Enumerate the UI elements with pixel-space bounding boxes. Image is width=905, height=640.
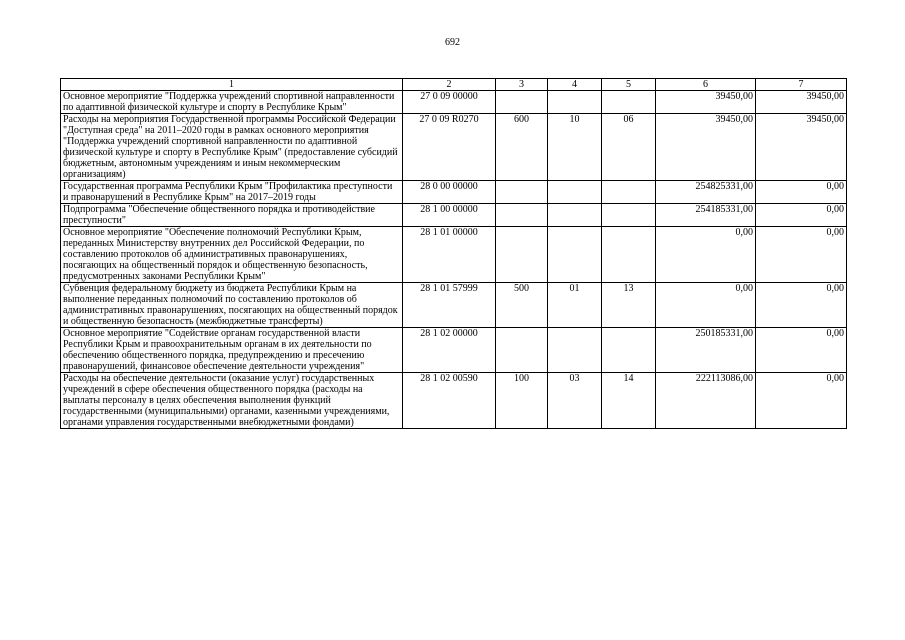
column-header: 2	[403, 79, 496, 91]
column-header: 4	[548, 79, 602, 91]
section-cell	[548, 181, 602, 204]
table-row	[61, 91, 847, 114]
expense-type-cell	[496, 227, 548, 283]
target-article-cell: 27 0 09 R0270	[403, 114, 496, 181]
row-name-cell: Основное мероприятие "Содействие органам государственной власти Республики Крым и правоохранительным органам в их деятельности по обеспечению общественного порядка, предупреждению и пресечению правонарушений, финансовое обеспечение деятельности учреждения"	[61, 328, 403, 373]
row-name-cell: Субвенция федеральному бюджету из бюджета Республики Крым на выполнение переданных полномочий по составлению протоколов об административных правонарушениях, посягающих на общественный порядок и общественную безопасность (межбюджетные трансферты)	[61, 283, 403, 328]
section-cell: 03	[548, 373, 602, 429]
row-name-cell: Расходы на обеспечение деятельности (оказание услуг) государственных учреждений в сфере обеспечения общественного порядка (расходы на выплаты персоналу в целях обеспечения выполнения функций государственными (муниципальными) органами, казенными учреждениями, органами управления государственными внебюджетными фондами)	[61, 373, 403, 429]
column-header: 6	[656, 79, 756, 91]
amount-cell: 39450,00	[756, 114, 847, 181]
section-cell: 10	[548, 114, 602, 181]
subsection-cell	[602, 181, 656, 204]
amount-cell: 0,00	[756, 204, 847, 227]
table-row	[61, 373, 847, 429]
amount-cell: 0,00	[756, 283, 847, 328]
target-article-cell: 28 1 01 00000	[403, 227, 496, 283]
amount-cell: 0,00	[656, 283, 756, 328]
expense-type-cell: 600	[496, 114, 548, 181]
amount-cell: 222113086,00	[656, 373, 756, 429]
table-row	[61, 181, 847, 204]
column-header: 1	[61, 79, 403, 91]
amount-cell: 0,00	[656, 227, 756, 283]
table-row	[61, 227, 847, 283]
subsection-cell: 13	[602, 283, 656, 328]
section-cell	[548, 328, 602, 373]
subsection-cell	[602, 91, 656, 114]
target-article-cell: 28 1 02 00000	[403, 328, 496, 373]
section-cell	[548, 227, 602, 283]
subsection-cell: 14	[602, 373, 656, 429]
subsection-cell	[602, 227, 656, 283]
amount-cell: 0,00	[756, 373, 847, 429]
expense-type-cell	[496, 328, 548, 373]
amount-cell: 250185331,00	[656, 328, 756, 373]
amount-cell: 39450,00	[656, 91, 756, 114]
table-row	[61, 328, 847, 373]
row-name-cell: Основное мероприятие "Поддержка учреждений спортивной направленности по адаптивной физической культуре и спорту в Республике Крым"	[61, 91, 403, 114]
expense-type-cell	[496, 91, 548, 114]
amount-cell: 39450,00	[756, 91, 847, 114]
section-cell	[548, 204, 602, 227]
expense-type-cell: 500	[496, 283, 548, 328]
target-article-cell: 28 1 00 00000	[403, 204, 496, 227]
subsection-cell: 06	[602, 114, 656, 181]
table-row	[61, 114, 847, 181]
expense-type-cell: 100	[496, 373, 548, 429]
column-header: 3	[496, 79, 548, 91]
amount-cell: 0,00	[756, 227, 847, 283]
amount-cell: 39450,00	[656, 114, 756, 181]
budget-table	[60, 78, 847, 429]
column-header: 7	[756, 79, 847, 91]
row-name-cell: Расходы на мероприятия Государственной программы Российской Федерации "Доступная среда" на 2011–2020 годы в рамках основного мероприятия "Поддержка учреждений спортивной направленности по адаптивной физической культуре и спорту в Республике Крым" (предоставление субсидий бюджетным, автономным учреждениям и иным некоммерческим организациям)	[61, 114, 403, 181]
expense-type-cell	[496, 204, 548, 227]
column-header: 5	[602, 79, 656, 91]
amount-cell: 254185331,00	[656, 204, 756, 227]
table-row	[61, 283, 847, 328]
row-name-cell: Государственная программа Республики Крым "Профилактика преступности и правонарушений в Республике Крым" на 2017–2019 годы	[61, 181, 403, 204]
section-cell: 01	[548, 283, 602, 328]
table-row	[61, 204, 847, 227]
page-number: 692	[445, 37, 460, 48]
header-row	[61, 79, 847, 91]
expense-type-cell	[496, 181, 548, 204]
row-name-cell: Подпрограмма "Обеспечение общественного порядка и противодействие преступности"	[61, 204, 403, 227]
row-name-cell: Основное мероприятие "Обеспечение полномочий Республики Крым, переданных Министерству внутренних дел Российской Федерации, по составлению протоколов об административных правонарушениях, посягающих на общественный порядок и общественную безопасность, предусмотренных законами Республики Крым"	[61, 227, 403, 283]
target-article-cell: 28 0 00 00000	[403, 181, 496, 204]
target-article-cell: 28 1 02 00590	[403, 373, 496, 429]
target-article-cell: 27 0 09 00000	[403, 91, 496, 114]
amount-cell: 0,00	[756, 181, 847, 204]
subsection-cell	[602, 204, 656, 227]
subsection-cell	[602, 328, 656, 373]
amount-cell: 254825331,00	[656, 181, 756, 204]
target-article-cell: 28 1 01 57999	[403, 283, 496, 328]
amount-cell: 0,00	[756, 328, 847, 373]
section-cell	[548, 91, 602, 114]
